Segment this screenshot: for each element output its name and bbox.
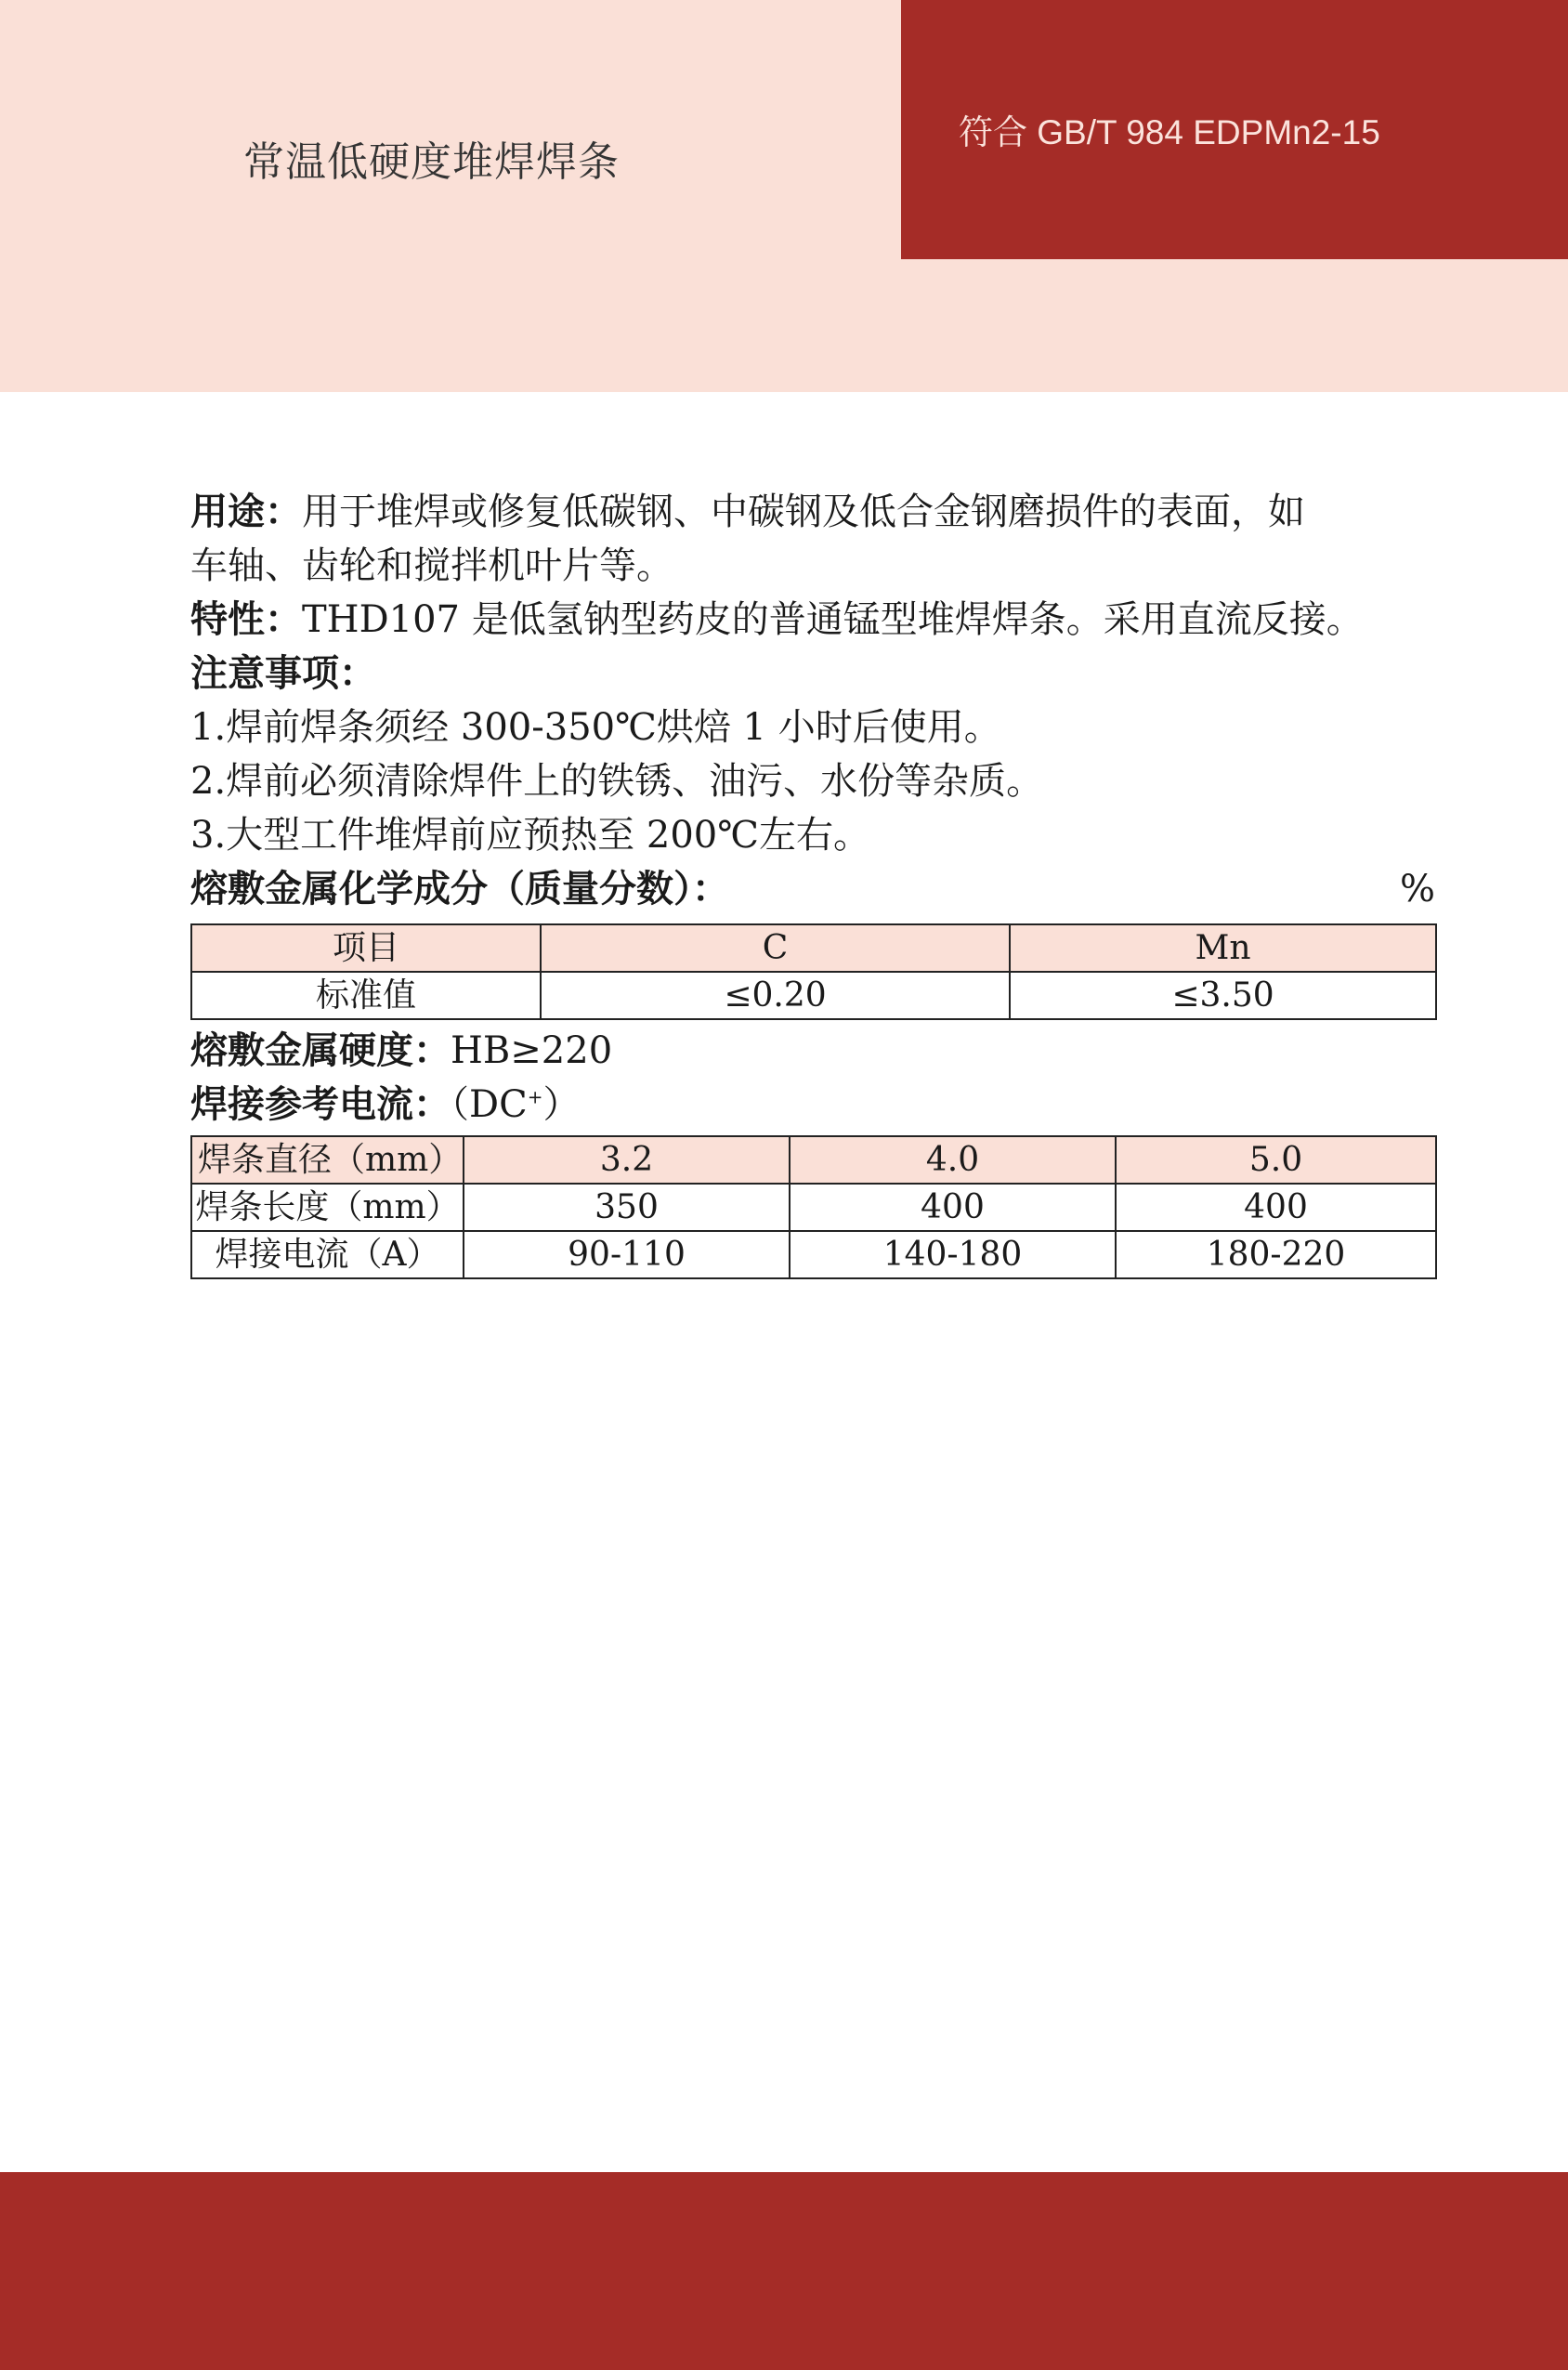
table-cell: 90-110 xyxy=(464,1231,790,1278)
table-header-cell: 4.0 xyxy=(790,1136,1116,1184)
current-value-prefix: （DC xyxy=(451,1083,528,1126)
usage-line-2: 车轴、齿轮和搅拌机叶片等。 xyxy=(190,544,673,587)
table-header-cell: 项目 xyxy=(191,924,541,972)
feature-text: THD107 是低氢钠型药皮的普通锰型堆焊焊条。采用直流反接。 xyxy=(302,598,1364,641)
note-item: 2.焊前必须清除焊件上的铁锈、油污、水份等杂质。 xyxy=(190,760,1044,803)
usage-label: 用途： xyxy=(190,491,302,533)
table-header-row xyxy=(191,924,1436,972)
table-cell: 400 xyxy=(790,1184,1116,1231)
usage-text-1: 用于堆焊或修复低碳钢、中碳钢及低合金钢磨损件的表面，如 xyxy=(302,491,1305,533)
current-value-sup: + xyxy=(527,1085,543,1108)
notes-heading: 注意事项： xyxy=(190,652,376,695)
page-header xyxy=(0,0,1568,392)
table-cell: ≤0.20 xyxy=(541,972,1010,1019)
table-header-cell: Mn xyxy=(1010,924,1436,972)
usage-line-1 xyxy=(190,485,1435,539)
feature-line xyxy=(190,593,1435,647)
hardness-line xyxy=(190,1024,1435,1078)
table-row xyxy=(191,1184,1436,1231)
table-cell: 140-180 xyxy=(790,1231,1116,1278)
composition-heading-row xyxy=(190,862,1435,916)
current-label: 焊接参考电流： xyxy=(190,1083,451,1126)
composition-unit: % xyxy=(1399,868,1435,910)
table-cell: 焊接电流（A） xyxy=(191,1231,464,1278)
spec-content xyxy=(190,485,1435,1279)
hardness-value: HB≥220 xyxy=(451,1029,613,1072)
note-item: 1.焊前焊条须经 300-350℃烘焙 1 小时后使用。 xyxy=(190,706,1001,749)
table-header-cell: 3.2 xyxy=(464,1136,790,1184)
table-cell: 400 xyxy=(1116,1184,1436,1231)
composition-table xyxy=(190,923,1437,1020)
feature-label: 特性： xyxy=(190,598,302,641)
table-cell: 标准值 xyxy=(191,972,541,1019)
current-value-suffix: ） xyxy=(542,1083,581,1126)
table-row xyxy=(191,1231,1436,1278)
table-cell: 180-220 xyxy=(1116,1231,1436,1278)
note-item: 3.大型工件堆焊前应预热至 200℃左右。 xyxy=(190,814,870,857)
standard-label: 符合 GB/T 984 EDPMn2-15 xyxy=(959,113,1380,151)
page-footer-band xyxy=(0,2172,1568,2370)
table-header-cell: 焊条直径（mm） xyxy=(191,1136,464,1184)
table-header-cell: 5.0 xyxy=(1116,1136,1436,1184)
product-title: 常温低硬度堆焊焊条 xyxy=(243,138,620,186)
current-table xyxy=(190,1135,1437,1279)
standard-banner xyxy=(901,0,1568,259)
table-header-row xyxy=(191,1136,1436,1184)
hardness-label: 熔敷金属硬度： xyxy=(190,1029,451,1072)
composition-heading: 熔敷金属化学成分（质量分数）： xyxy=(190,868,729,910)
table-header-cell: C xyxy=(541,924,1010,972)
current-line xyxy=(190,1078,1435,1132)
table-cell: 350 xyxy=(464,1184,790,1231)
table-cell: ≤3.50 xyxy=(1010,972,1436,1019)
table-cell: 焊条长度（mm） xyxy=(191,1184,464,1231)
table-row xyxy=(191,972,1436,1019)
